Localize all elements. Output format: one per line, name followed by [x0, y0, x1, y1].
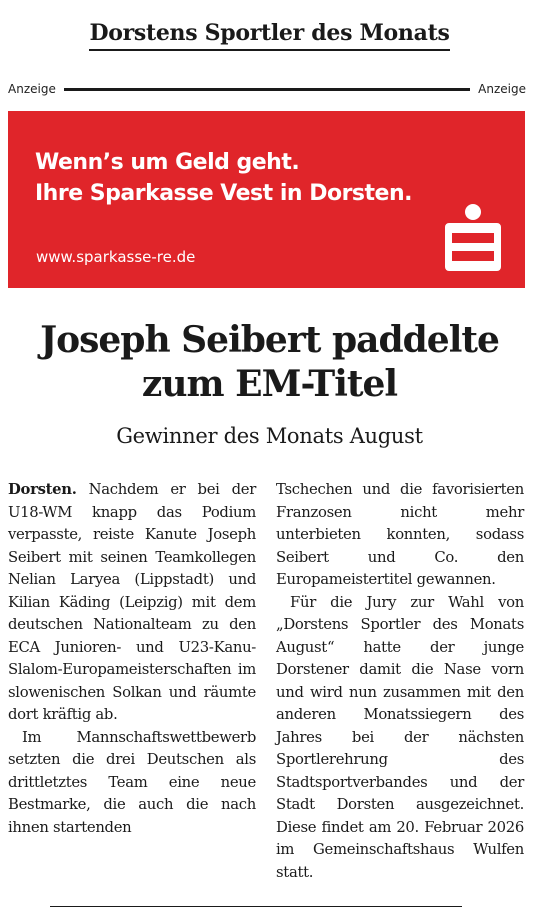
ad-label-right: Anzeige [478, 82, 526, 96]
headline-line1: Joseph Seibert paddelte [40, 319, 499, 361]
ad-label-rule [64, 88, 470, 91]
paragraph-text: Nachdem er bei der U18-WM knapp das Podium verpasste, reiste Kanute Joseph Seibert mit seinen Teamkollegen Nelian Laryea (Lippstadt) und Kilian Käding (Leipzig) mit dem deutschen Nationalteam zu den ECA Junioren- und U23-Kanu-Slalom-Europameisterschaften im slowenischen Solkan und räumte dort kräftig ab. [8, 481, 257, 723]
sparkasse-s-logo-icon [445, 203, 501, 271]
article-paragraph: Im Mannschaftswettbewerb setzten die drei Deutschen als drittletztes Team eine neue Bestmarke, die auch die nach ihnen startenden [8, 728, 256, 836]
ad-url-link[interactable]: www.sparkasse-re.de [36, 248, 196, 266]
ad-label-row [8, 80, 526, 98]
dateline: Dorsten. [8, 481, 77, 498]
section-title [0, 20, 539, 51]
article-column-left [8, 479, 256, 839]
ad-headline-line1: Wenn’s um Geld geht. [35, 150, 300, 175]
section-title-text: Dorstens Sportler des Monats [89, 20, 449, 51]
article-headline [0, 318, 539, 406]
article-column-right [276, 479, 524, 884]
ad-headline-line2: Ihre Sparkasse Vest in Dorsten. [35, 181, 412, 206]
article-paragraph: Für die Jury zur Wahl von „Dorstens Sportler des Monats August“ hatte der junge Dorstener damit die Nase vorn und wird nun zusammen mit den anderen Monatssiegern des Jahres bei der nächsten Sportlerehrung des Stadtsportverbandes und der Stadt Dorsten ausgezeichnet. Diese findet am 20. Februar 2026 im Gemeinschaftshaus Wulfen statt. [276, 593, 524, 881]
sparkasse-ad-banner[interactable] [8, 111, 525, 288]
bottom-divider [50, 906, 462, 907]
ad-headline [35, 147, 412, 209]
article-paragraph: Tschechen und die favorisierten Franzosen nicht mehr unterbieten konnten, sodass Seibert und Co. den Europameistertitel gewannen. [276, 481, 524, 588]
ad-label-left: Anzeige [8, 82, 56, 96]
headline-line2: zum EM-Titel [141, 363, 398, 405]
article-subheadline: Gewinner des Monats August [116, 424, 423, 448]
article-paragraph [8, 479, 256, 727]
